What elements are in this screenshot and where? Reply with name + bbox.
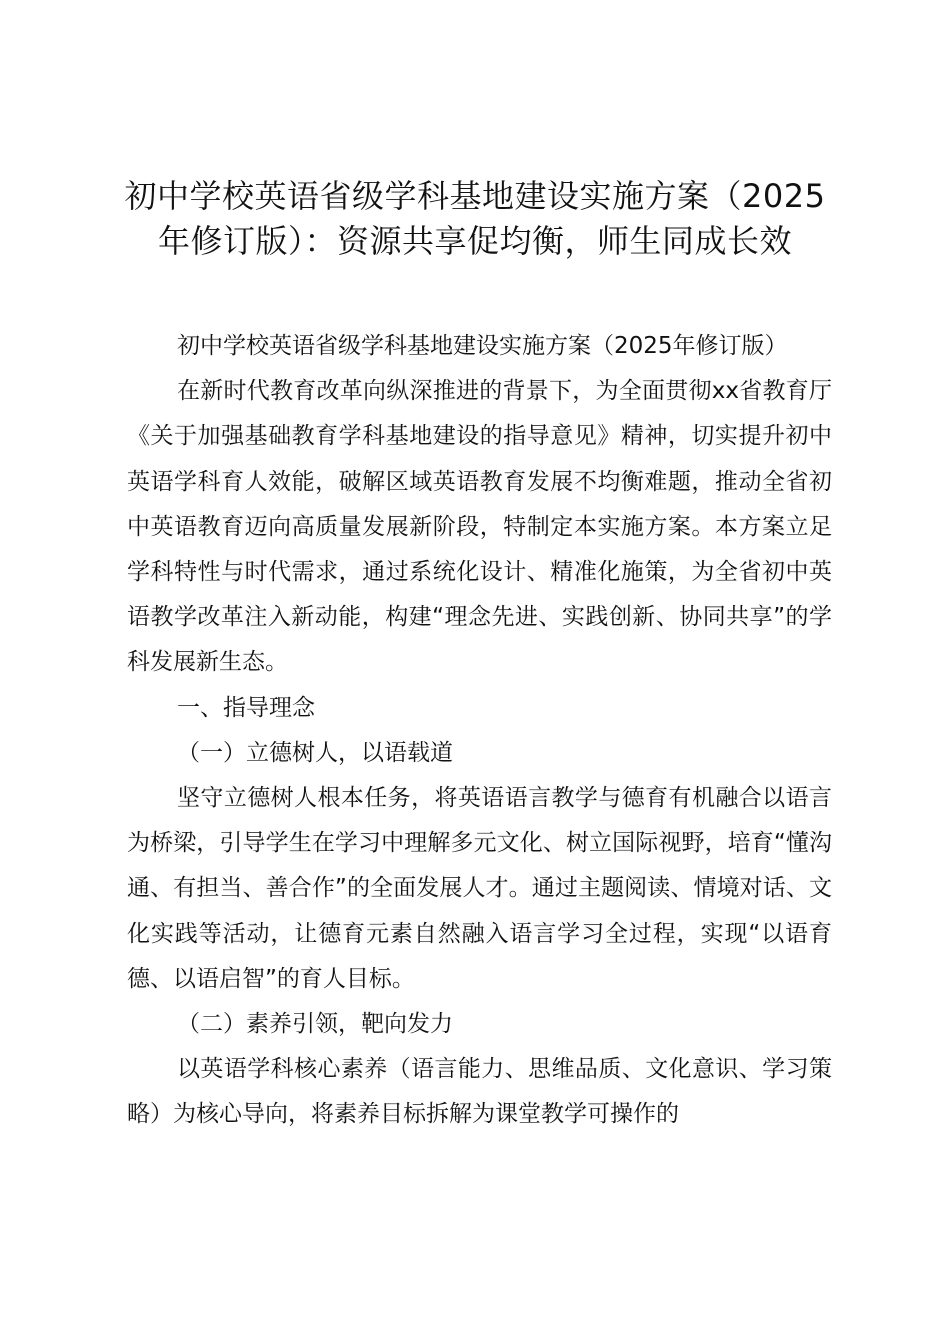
paragraph-core-literacy: 以英语学科核心素养（语言能力、思维品质、文化意识、学习策略）为核心导向，将素养目标拆解为课堂教学可操作的	[127, 1056, 832, 1128]
subsection-heading-2: （二）素养引领，靶向发力	[177, 1011, 453, 1038]
document-title: 初中学校英语省级学科基地建设实施方案（2025年修订版）：资源共享促均衡，师生同成长效	[124, 177, 826, 260]
document-body	[127, 324, 832, 1138]
section-heading-guiding-philosophy: 一、指导理念	[177, 694, 315, 721]
subsection-heading-1: （一）立德树人，以语载道	[177, 739, 453, 766]
paragraph-subtitle: 初中学校英语省级学科基地建设实施方案（2025年修订版）	[177, 333, 788, 359]
paragraph-moral-education: 坚守立德树人根本任务，将英语语言教学与德育有机融合以语言为桥梁，引导学生在学习中理解多元文化、树立国际视野，培育“懂沟通、有担当、善合作”的全面发展人才。通过主题阅读、情境对话、文化实践等活动，让德育元素自然融入语言学习全过程，实现“以语育德、以语启智”的育人目标。	[127, 785, 832, 992]
paragraph-intro: 在新时代教育改革向纵深推进的背景下，为全面贯彻xx省教育厅《关于加强基础教育学科基地建设的指导意见》精神，切实提升初中英语学科育人效能，破解区域英语教育发展不均衡难题，推动全省初中英语教育迈向高质量发展新阶段，特制定本实施方案。本方案立足学科特性与时代需求，通过系统化设计、精准化施策，为全省初中英语教学改革注入新动能，构建“理念先进、实践创新、协同共享”的学科发展新生态。	[127, 378, 832, 676]
